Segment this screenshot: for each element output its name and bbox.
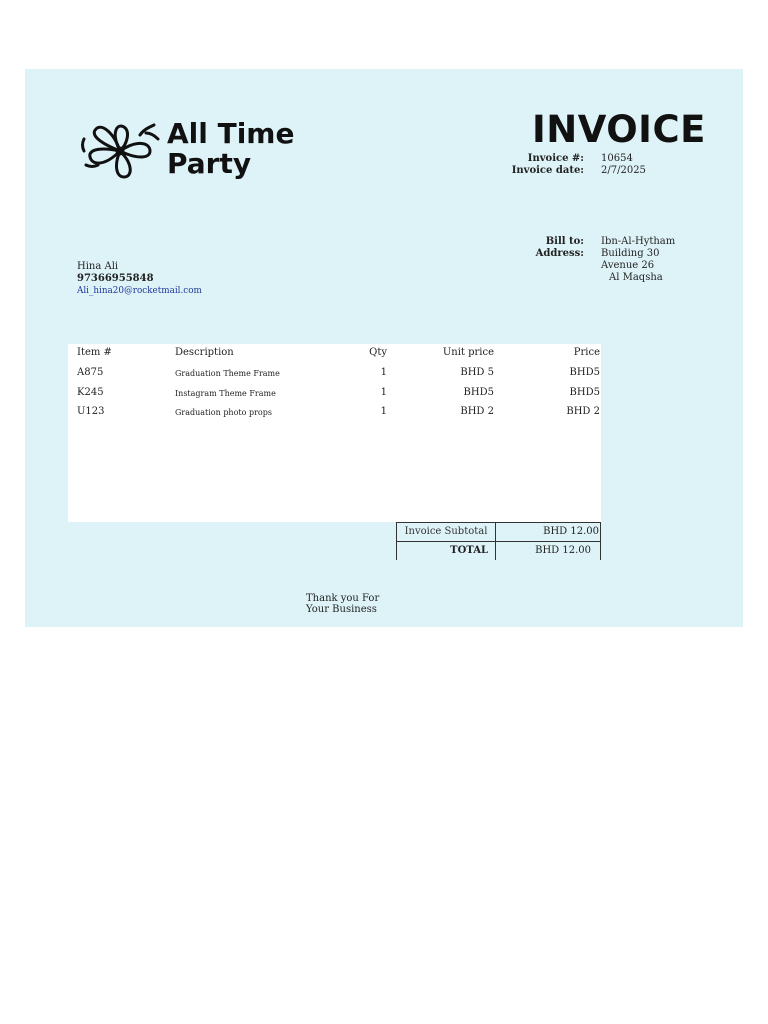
table-row: [68, 387, 601, 403]
thank-you-line1: Thank you For: [306, 593, 380, 604]
total-bottom-mask: [396, 560, 601, 564]
item-price: BHD 2: [566, 406, 600, 417]
total-label: TOTAL: [396, 541, 496, 561]
bill-to-line: Building 30: [601, 248, 660, 259]
header-qty: Qty: [369, 347, 387, 358]
item-qty: 1: [380, 387, 387, 398]
item-description: Instagram Theme Frame: [175, 389, 276, 398]
item-description: Graduation Theme Frame: [175, 369, 280, 378]
bill-to-labels: [0, 236, 584, 260]
invoice-meta-labels: [0, 153, 584, 177]
item-qty: 1: [380, 367, 387, 378]
item-description: Graduation photo props: [175, 408, 272, 417]
item-number: U123: [77, 406, 105, 417]
item-number: K245: [77, 387, 104, 398]
item-unit-price: BHD 2: [460, 406, 494, 417]
thank-you-line2: Your Business: [306, 604, 377, 615]
bill-to-line: Ibn-Al-Hytham: [601, 236, 676, 247]
sender-phone: 97366955848: [77, 273, 154, 284]
table-header-row: [68, 347, 601, 363]
item-price: BHD5: [569, 387, 600, 398]
invoice-number-label: Invoice #:: [527, 153, 584, 164]
invoice-title: INVOICE: [532, 108, 706, 151]
thank-you-note: [306, 593, 379, 615]
item-qty: 1: [380, 406, 387, 417]
header-item: Item #: [77, 347, 112, 358]
subtotal-label: Invoice Subtotal: [396, 522, 496, 542]
item-unit-price: BHD 5: [460, 367, 494, 378]
address-label: Address:: [535, 248, 584, 259]
table-row: [68, 367, 601, 383]
invoice-number: 10654: [601, 153, 633, 164]
header-price: Price: [573, 347, 600, 358]
sender-info: [77, 261, 202, 297]
sender-name: Hina Ali: [77, 261, 119, 272]
subtotal-value: BHD 12.00: [495, 522, 601, 542]
sender-email: Ali_hina20@rocketmail.com: [77, 286, 202, 296]
invoice-date: 2/7/2025: [601, 165, 646, 176]
table-row: [68, 406, 601, 422]
invoice-date-label: Invoice date:: [511, 165, 584, 176]
bill-to-address: [601, 236, 721, 286]
bill-to-label: Bill to:: [545, 236, 584, 247]
invoice-meta-values: [601, 153, 701, 177]
total-value: BHD 12.00: [495, 541, 601, 561]
company-name-line1: All Time: [167, 119, 295, 150]
company-name-line2: Party: [167, 147, 252, 179]
header-description: Description: [175, 347, 234, 358]
item-number: A875: [77, 367, 104, 378]
bill-to-line: Avenue 26: [601, 260, 655, 271]
item-price: BHD5: [569, 367, 600, 378]
bill-to-line: Al Maqsha: [609, 272, 663, 283]
header-unit-price: Unit price: [442, 347, 494, 358]
items-table: [68, 344, 601, 522]
item-unit-price: BHD5: [463, 387, 494, 398]
